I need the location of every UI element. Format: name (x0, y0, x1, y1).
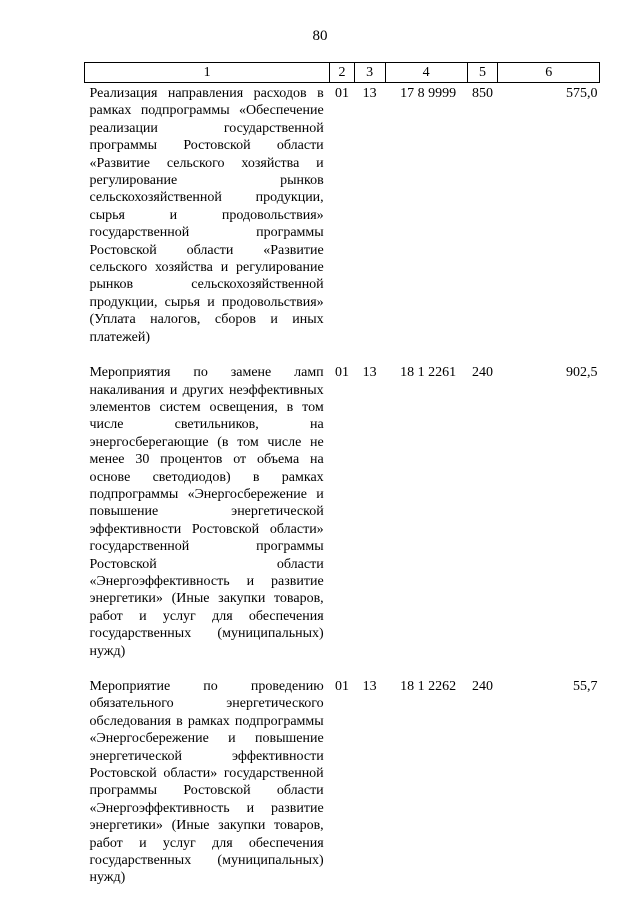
row-subsection-code: 13 (362, 365, 377, 381)
table-row (85, 362, 600, 676)
budget-table (84, 62, 600, 903)
header-col-1: 1 (85, 63, 330, 83)
row-amount: 575,0 (566, 86, 598, 101)
row-description: Мероприятие по проведению обязательного энергетического обследования в рамках подпрограммы «Энергосбережение и повышение энергетической эффективности Ростовской области» государственной программы Ростовской области «Энергоэффективность и развитие энергетики» (Иные закупки товаров, работ и услуг для обеспечения государственных (муниципальных) нужд) (89, 679, 324, 886)
row-description: Реализация направления расходов в рамках подпрограммы «Обеспечение реализации государственной программы Ростовской области «Развитие сельского хозяйства и регулирование рынков сельскохозяйственной продукции, сырья и продовольствия» государственной программы Ростовской области «Развитие сельского хозяйства и регулирование рынков сельскохозяйственной продукции, сырья и продовольствия» (Уплата налогов, сборов и иных платежей) (89, 86, 324, 345)
header-col-6: 6 (498, 63, 600, 83)
row-section-code: 01 (334, 679, 349, 694)
row-target-article: 18 1 2262 (400, 679, 457, 694)
header-col-4: 4 (385, 63, 467, 83)
header-row (85, 63, 600, 83)
row-description: Мероприятия по замене ламп накаливания и других неэффективных элементов систем освещения, в том числе светильников, на энергосберегающие (в том числе не менее 30 процентов от объема на основе светодиодов) в рамках подпрограммы «Энергосбережение и повышение энергетической эффективности Ростовской области» государственной программы Ростовской области «Энергоэффективность и развитие энергетики» (Иные закупки товаров, работ и услуг для обеспечения государственных (муниципальных) нужд) (89, 365, 324, 659)
table-row (85, 676, 600, 903)
header-col-3: 3 (354, 63, 385, 83)
row-expense-type: 850 (472, 86, 493, 101)
row-target-article: 17 8 9999 (400, 86, 457, 101)
row-section-code: 01 (334, 365, 349, 381)
row-expense-type: 240 (472, 365, 493, 381)
row-expense-type: 240 (472, 679, 493, 694)
row-subsection-code: 13 (362, 86, 377, 101)
row-amount: 902,5 (566, 365, 598, 381)
header-col-2: 2 (330, 63, 355, 83)
row-target-article: 18 1 2261 (400, 365, 457, 381)
row-subsection-code: 13 (362, 679, 377, 694)
table-row (85, 83, 600, 363)
header-col-5: 5 (467, 63, 498, 83)
page-number: 80 (312, 28, 328, 44)
row-section-code: 01 (334, 86, 349, 101)
row-amount: 55,7 (573, 679, 598, 694)
